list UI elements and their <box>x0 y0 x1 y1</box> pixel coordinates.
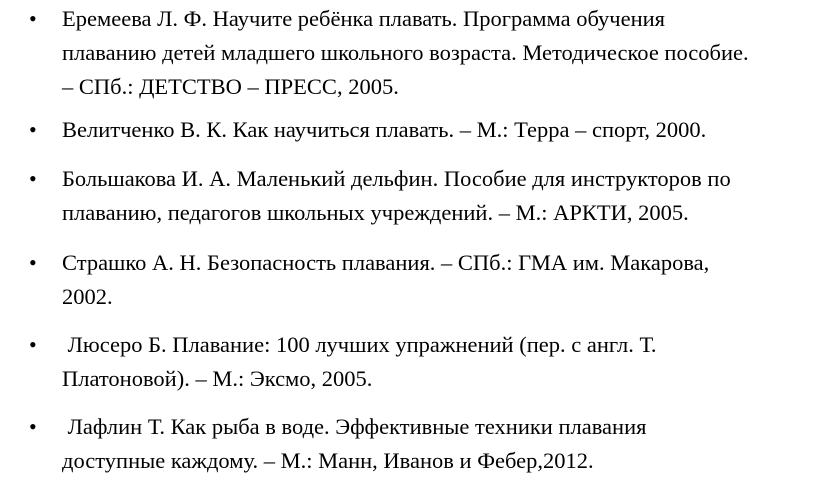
entry-line: – СПб.: ДЕТСТВО – ПРЕСС, 2005. <box>62 74 399 99</box>
bullet-icon: • <box>29 414 37 439</box>
bullet-icon: • <box>29 117 37 142</box>
entry-text <box>62 410 812 478</box>
entry-line: Лафлин Т. Как рыба в воде. Эффективные техники плавания <box>62 414 647 439</box>
entry-line: Велитченко В. К. Как научиться плавать. – М.: Терра – спорт, 2000. <box>62 117 707 142</box>
bullet-icon: • <box>29 332 37 357</box>
entry-line: Еремеева Л. Ф. Научите ребёнка плавать. Программа обучения <box>62 6 666 31</box>
entry-line: Платоновой). – М.: Эксмо, 2005. <box>62 366 373 391</box>
entry-line: плаванию детей младшего школьного возраста. Методическое пособие. <box>62 40 749 65</box>
bullet-icon: • <box>29 6 37 31</box>
entry-text <box>62 328 812 396</box>
entry-text <box>62 2 812 104</box>
entry-text <box>62 246 812 314</box>
entry-text <box>62 162 812 230</box>
entry-line: Большакова И. А. Маленький дельфин. Пособие для инструкторов по <box>62 166 731 191</box>
entry-line: 2002. <box>62 284 113 309</box>
entry-line: доступные каждому. – М.: Манн, Иванов и Фебер,2012. <box>62 448 594 473</box>
bullet-icon: • <box>29 250 37 275</box>
entry-line: плаванию, педагогов школьных учреждений. – М.: АРКТИ, 2005. <box>62 200 689 225</box>
entry-text <box>62 113 812 147</box>
entry-line: Страшко А. Н. Безопасность плавания. – СПб.: ГМА им. Макарова, <box>62 250 710 275</box>
entry-line: Люсеро Б. Плавание: 100 лучших упражнений (пер. с англ. Т. <box>62 332 657 357</box>
bullet-icon: • <box>29 166 37 191</box>
